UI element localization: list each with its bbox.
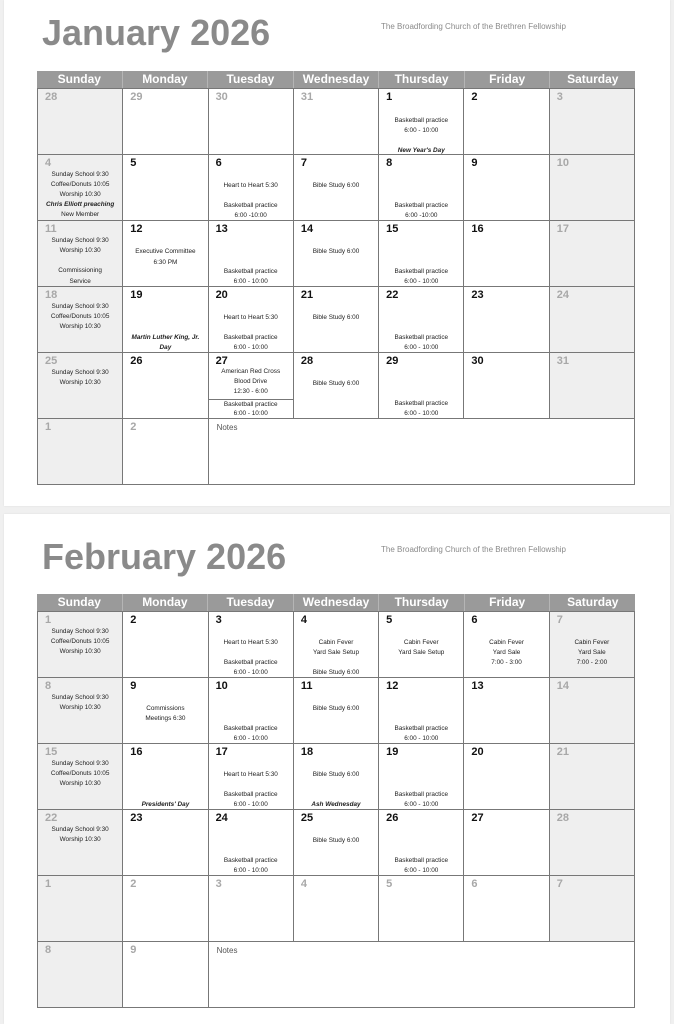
day-number: 9 xyxy=(130,944,137,956)
day-number: 2 xyxy=(130,614,137,626)
day-number: 27 xyxy=(471,812,484,824)
day-cell xyxy=(294,353,379,419)
notes-label: Notes xyxy=(216,946,238,955)
church-name: The Broadfording Church of the Brethren Fellowship xyxy=(381,22,566,31)
day-cell xyxy=(379,744,464,810)
day-cell xyxy=(550,155,635,221)
event-text: Worship 10:30 xyxy=(59,247,101,254)
event-text: 6:00 - 10:00 xyxy=(233,801,268,808)
day-cell xyxy=(294,678,379,744)
day-cell xyxy=(123,419,208,485)
day-cell xyxy=(379,155,464,221)
event-text: Sunday School 9:30 xyxy=(51,694,109,701)
weekday-header-cell: Wednesday xyxy=(294,594,380,611)
day-number: 30 xyxy=(471,355,484,367)
weekday-header-cell: Monday xyxy=(123,594,209,611)
day-cell xyxy=(38,810,123,876)
event-text: Bible Study 6:00 xyxy=(312,837,360,844)
day-cell xyxy=(38,221,123,287)
day-number: 3 xyxy=(215,614,222,626)
event-text: Basketball practice xyxy=(223,202,278,209)
day-cell xyxy=(123,810,208,876)
event-text: Worship 10:30 xyxy=(59,648,101,655)
day-number: 8 xyxy=(386,157,393,169)
event-text: Coffee/Donuts 10:05 xyxy=(50,181,110,188)
day-number: 24 xyxy=(556,289,569,301)
day-number: 8 xyxy=(45,680,52,692)
day-cell xyxy=(464,810,549,876)
event-text: Cabin Fever xyxy=(574,639,610,646)
day-number: 4 xyxy=(45,157,52,169)
event-text: Basketball practice xyxy=(394,857,449,864)
day-number: 10 xyxy=(556,157,569,169)
day-cell xyxy=(294,876,379,942)
holiday-label: Presidents' Day xyxy=(141,801,190,808)
day-number: 23 xyxy=(471,289,484,301)
event-text: Basketball practice xyxy=(223,791,278,798)
event-text: Yard Sale xyxy=(578,649,606,656)
day-cell xyxy=(38,744,123,810)
event-text: Worship 10:30 xyxy=(59,836,101,843)
event-text: Basketball practice xyxy=(223,857,278,864)
event-text: 6:00 - 10:00 xyxy=(233,867,268,874)
event-text: Cabin Fever xyxy=(489,639,524,646)
event-text: 6:00 - 10:00 xyxy=(233,669,268,676)
day-cell xyxy=(209,612,294,678)
event-text: 6:00 - 10:00 xyxy=(404,801,439,808)
day-cell xyxy=(209,155,294,221)
day-cell xyxy=(209,353,294,419)
day-cell xyxy=(379,221,464,287)
event-text: Basketball practice xyxy=(223,725,278,732)
event-text: Sunday School 9:30 xyxy=(51,237,109,244)
day-cell xyxy=(294,221,379,287)
notes-area xyxy=(209,942,635,1008)
day-number: 19 xyxy=(386,746,399,758)
day-cell xyxy=(209,89,294,155)
event-text: Commissioning xyxy=(58,267,102,274)
calendar-grid-february xyxy=(37,594,635,1008)
holiday-label: Day xyxy=(159,344,172,351)
event-text: 6:00 - 10:00 xyxy=(404,867,439,874)
event-text: Heart to Heart 5:30 xyxy=(223,771,278,778)
day-cell xyxy=(294,612,379,678)
day-cell xyxy=(379,353,464,419)
event-text: Bible Study 6:00 xyxy=(312,771,360,778)
event-text: Yard Sale Setup xyxy=(398,649,445,656)
day-number: 7 xyxy=(556,878,563,890)
day-cell xyxy=(379,612,464,678)
day-number: 28 xyxy=(556,812,569,824)
day-number: 25 xyxy=(45,355,58,367)
day-number: 27 xyxy=(215,355,228,367)
weekday-header xyxy=(37,594,635,611)
day-cell xyxy=(550,810,635,876)
day-cell xyxy=(294,155,379,221)
day-number: 7 xyxy=(300,157,307,169)
event-text: 6:00 - 10:00 xyxy=(404,127,439,134)
day-cell xyxy=(123,353,208,419)
day-number: 5 xyxy=(386,878,393,890)
event-text: Bible Study 6:00 xyxy=(312,314,360,321)
day-cell xyxy=(209,678,294,744)
day-number: 2 xyxy=(130,421,137,433)
event-text: Worship 10:30 xyxy=(59,191,101,198)
holiday-label: Martin Luther King, Jr. xyxy=(131,334,200,341)
day-number: 6 xyxy=(471,614,478,626)
day-number: 21 xyxy=(556,746,569,758)
day-number: 6 xyxy=(471,878,478,890)
day-number: 31 xyxy=(300,91,314,103)
event-text: Sunday School 9:30 xyxy=(51,171,109,178)
month-title: February 2026 xyxy=(42,536,287,577)
day-number: 5 xyxy=(130,157,137,169)
event-text: 6:00 - 10:00 xyxy=(233,735,268,742)
day-number: 4 xyxy=(300,878,307,890)
notes-area xyxy=(209,419,635,485)
day-number: 1 xyxy=(45,878,52,890)
day-cell xyxy=(464,353,549,419)
event-text: Basketball practice xyxy=(394,791,449,798)
day-cell xyxy=(464,89,549,155)
day-number: 16 xyxy=(471,223,484,235)
day-number: 26 xyxy=(386,812,399,824)
day-number: 13 xyxy=(215,223,228,235)
day-number: 17 xyxy=(215,746,228,758)
event-text: 6:30 PM xyxy=(153,259,178,266)
event-text: Bible Study 6:00 xyxy=(312,182,360,189)
event-text: 6:00 -10:00 xyxy=(405,212,438,219)
day-number: 22 xyxy=(45,812,58,824)
weekday-header-cell: Thursday xyxy=(379,594,465,611)
day-number: 28 xyxy=(45,91,58,103)
event-text: Basketball practice xyxy=(223,659,278,666)
month-grid xyxy=(37,611,635,1008)
event-text: Yard Sale Setup xyxy=(312,649,360,656)
day-number: 21 xyxy=(300,289,314,301)
event-text: Coffee/Donuts 10:05 xyxy=(50,770,110,777)
event-text: 7:00 - 3:00 xyxy=(491,659,522,666)
event-text: Heart to Heart 5:30 xyxy=(223,639,278,646)
weekday-header-cell: Monday xyxy=(123,71,209,88)
calendar-grid-january xyxy=(37,71,635,485)
day-cell xyxy=(379,678,464,744)
weekday-header-cell: Tuesday xyxy=(208,594,294,611)
event-text: 6:00 - 10:00 xyxy=(404,278,439,285)
day-number: 5 xyxy=(386,614,393,626)
day-number: 15 xyxy=(45,746,58,758)
day-number: 14 xyxy=(556,680,569,692)
day-cell xyxy=(123,942,208,1008)
day-cell xyxy=(379,876,464,942)
day-number: 3 xyxy=(215,878,222,890)
day-cell xyxy=(38,942,123,1008)
day-cell xyxy=(38,155,123,221)
event-text: Sunday School 9:30 xyxy=(51,760,109,767)
day-number: 3 xyxy=(556,91,563,103)
event-text: Basketball practice xyxy=(394,202,449,209)
day-number: 16 xyxy=(130,746,143,758)
day-cell xyxy=(294,744,379,810)
day-number: 18 xyxy=(45,289,58,301)
day-number: 20 xyxy=(215,289,228,301)
day-cell xyxy=(38,89,123,155)
event-text: Worship 10:30 xyxy=(59,323,101,330)
event-text: Sunday School 9:30 xyxy=(51,826,109,833)
event-text: Executive Committee xyxy=(135,248,196,255)
event-text: Cabin Fever xyxy=(403,639,439,646)
event-text: Bible Study 6:00 xyxy=(312,380,360,387)
event-text: 7:00 - 2:00 xyxy=(576,659,608,666)
day-cell xyxy=(294,89,379,155)
event-text: Bible Study 6:00 xyxy=(312,248,360,255)
day-cell xyxy=(464,876,549,942)
event-text: Basketball practice xyxy=(394,117,449,124)
day-number: 26 xyxy=(130,355,143,367)
day-number: 15 xyxy=(386,223,399,235)
day-cell xyxy=(38,353,123,419)
day-cell xyxy=(464,287,549,353)
event-text: Service xyxy=(69,278,91,285)
weekday-header-cell: Thursday xyxy=(379,71,465,88)
notes-label: Notes xyxy=(216,423,238,432)
day-number: 6 xyxy=(215,157,222,169)
event-text: Yard Sale xyxy=(492,649,521,656)
event-text: New Member xyxy=(61,211,100,218)
weekday-header-cell: Friday xyxy=(465,71,551,88)
day-cell xyxy=(464,678,549,744)
day-cell xyxy=(123,744,208,810)
day-cell xyxy=(550,876,635,942)
day-number: 29 xyxy=(130,91,143,103)
event-text: Heart to Heart 5:30 xyxy=(223,314,278,321)
holiday-label: New Year's Day xyxy=(397,147,445,154)
event-text: Bible Study 6:00 xyxy=(312,705,360,712)
day-number: 8 xyxy=(45,944,52,956)
day-cell xyxy=(550,221,635,287)
day-cell xyxy=(464,612,549,678)
weekday-header-cell: Wednesday xyxy=(294,71,380,88)
event-text: Basketball practice xyxy=(394,725,449,732)
day-number: 4 xyxy=(300,614,307,626)
day-number: 11 xyxy=(45,223,57,235)
day-number: 12 xyxy=(130,223,143,235)
weekday-header-cell: Friday xyxy=(465,594,551,611)
weekday-header xyxy=(37,71,635,88)
day-number: 19 xyxy=(130,289,143,301)
day-number: 13 xyxy=(471,680,484,692)
event-text: Cabin Fever xyxy=(318,639,354,646)
event-text: Worship 10:30 xyxy=(59,704,101,711)
day-cell xyxy=(123,287,208,353)
day-number: 20 xyxy=(471,746,484,758)
event-text: Coffee/Donuts 10:05 xyxy=(50,313,110,320)
event-text: Basketball practice xyxy=(223,268,278,275)
event-text: Worship 10:30 xyxy=(59,780,101,787)
day-cell xyxy=(464,221,549,287)
day-cell xyxy=(550,353,635,419)
church-name: The Broadfording Church of the Brethren Fellowship xyxy=(381,545,566,554)
day-cell xyxy=(38,876,123,942)
event-text: American Red Cross xyxy=(221,368,281,375)
weekday-header-cell: Sunday xyxy=(37,71,123,88)
day-number: 9 xyxy=(130,680,137,692)
event-text: Sunday School 9:30 xyxy=(51,628,109,635)
weekday-header-cell: Tuesday xyxy=(208,71,294,88)
day-cell xyxy=(38,612,123,678)
day-number: 1 xyxy=(45,421,52,433)
day-cell xyxy=(38,419,123,485)
holiday-label: Chris Elliott preaching xyxy=(46,201,115,208)
day-cell xyxy=(464,744,549,810)
day-number: 31 xyxy=(556,355,569,367)
day-number: 24 xyxy=(215,812,228,824)
day-number: 9 xyxy=(471,157,478,169)
day-cell xyxy=(550,678,635,744)
day-number: 2 xyxy=(130,878,137,890)
event-text: 6:00 -10:00 xyxy=(234,212,267,219)
day-number: 1 xyxy=(45,614,52,626)
event-text: 12:30 - 6:00 xyxy=(233,388,268,395)
day-number: 30 xyxy=(215,91,228,103)
event-text: 6:00 - 10:00 xyxy=(233,278,268,285)
day-number: 17 xyxy=(556,223,569,235)
event-text: Basketball practice xyxy=(209,399,293,410)
event-text: Commissions xyxy=(146,705,185,712)
event-text: Blood Drive xyxy=(234,378,268,385)
event-text: 6:00 - 10:00 xyxy=(404,735,439,742)
day-number: 10 xyxy=(215,680,228,692)
event-text: Sunday School 9:30 xyxy=(51,369,109,376)
day-cell xyxy=(123,678,208,744)
day-number: 12 xyxy=(386,680,399,692)
day-cell xyxy=(550,744,635,810)
day-number: 7 xyxy=(556,614,563,626)
event-text: 6:00 - 10:00 xyxy=(404,410,439,417)
day-cell xyxy=(379,287,464,353)
event-text: Sunday School 9:30 xyxy=(51,303,109,310)
weekday-header-cell: Sunday xyxy=(37,594,123,611)
day-cell xyxy=(38,678,123,744)
day-cell xyxy=(123,876,208,942)
month-title: January 2026 xyxy=(42,12,271,53)
day-cell xyxy=(123,155,208,221)
day-cell xyxy=(209,744,294,810)
day-cell xyxy=(209,810,294,876)
day-cell xyxy=(550,89,635,155)
day-cell xyxy=(123,612,208,678)
day-number: 22 xyxy=(386,289,399,301)
event-text: 6:00 - 10:00 xyxy=(233,344,268,351)
day-cell xyxy=(209,876,294,942)
day-cell xyxy=(123,221,208,287)
event-text: Coffee/Donuts 10:05 xyxy=(50,638,110,645)
day-number: 11 xyxy=(300,680,313,692)
day-cell xyxy=(209,221,294,287)
event-text: Basketball practice xyxy=(394,334,449,341)
day-number: 18 xyxy=(300,746,314,758)
day-cell xyxy=(294,810,379,876)
event-text: 6:00 - 10:00 xyxy=(404,344,439,351)
event-text: Basketball practice xyxy=(394,400,449,407)
day-cell xyxy=(379,810,464,876)
day-cell xyxy=(464,155,549,221)
day-number: 1 xyxy=(386,91,393,103)
event-text: Basketball practice xyxy=(394,268,449,275)
month-grid xyxy=(37,88,635,485)
day-number: 29 xyxy=(386,355,399,367)
event-text: Bible Study 6:00 xyxy=(312,669,360,676)
calendar-page-february xyxy=(4,514,670,1024)
day-cell xyxy=(550,287,635,353)
calendar-page-january xyxy=(4,0,670,506)
weekday-header-cell: Saturday xyxy=(567,72,619,86)
day-cell xyxy=(550,612,635,678)
day-cell xyxy=(209,287,294,353)
day-number: 28 xyxy=(300,355,314,367)
day-number: 25 xyxy=(300,812,314,824)
day-cell xyxy=(123,89,208,155)
day-cell xyxy=(294,287,379,353)
holiday-label: Ash Wednesday xyxy=(311,801,361,808)
day-number: 14 xyxy=(300,223,314,235)
weekday-header-cell: Saturday xyxy=(567,595,619,609)
day-number: 23 xyxy=(130,812,143,824)
event-text: Meetings 6:30 xyxy=(145,715,186,722)
day-cell xyxy=(38,287,123,353)
day-number: 2 xyxy=(471,91,478,103)
event-text: Heart to Heart 5:30 xyxy=(223,182,278,189)
day-cell xyxy=(379,89,464,155)
event-text: 6:00 - 10:00 xyxy=(233,410,268,417)
event-text: Worship 10:30 xyxy=(59,379,101,386)
event-text: Basketball practice xyxy=(223,334,278,341)
